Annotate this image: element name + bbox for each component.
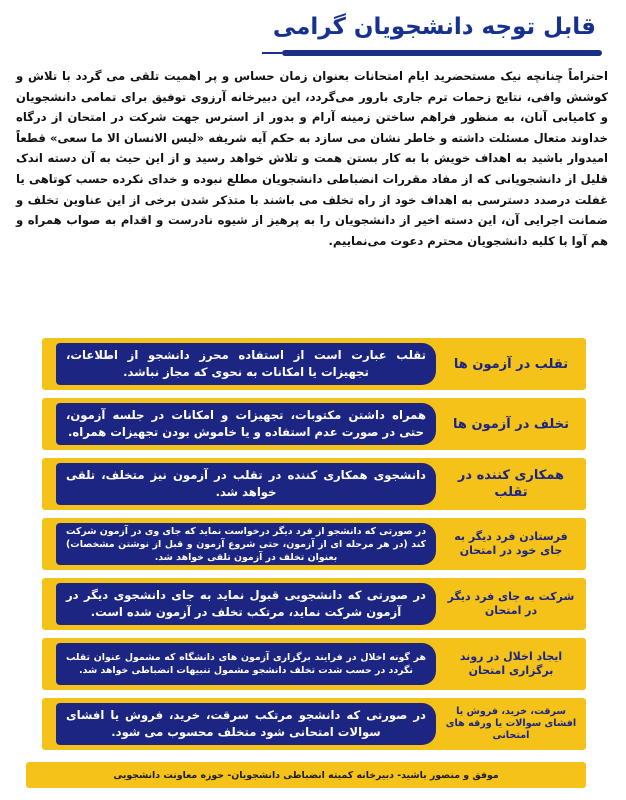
row-label: فرستادن فرد دیگر به جای خود در امتحان — [454, 530, 568, 557]
violation-row-accomplice — [42, 458, 586, 510]
violation-row-question-theft — [42, 698, 586, 750]
row-description: هر گونه اخلال در فرایند برگزاری آزمون های دانشگاه که مشمول عنوان تقلب نگردد در حسب شدت تخلف دانشجو مشمول تنبیهات انضباطی خواهد شد. — [56, 643, 436, 685]
row-label: تقلب در آزمون ها — [453, 356, 569, 372]
row-label: همکاری کننده در تقلب — [457, 468, 565, 500]
row-label: تخلف در آزمون ها — [453, 416, 569, 432]
violation-row-cheating — [42, 338, 586, 390]
intro-paragraph: احتراماً چنانچه نیک مستحضرید ایام امتحانات بعنوان زمان حساس و پر اهمیت تلقی می گردد با تلاش و کوشش وافی، نتایج زحمات ترم جاری بارور می‌گردد، این دبیرخانه آرزوی توفیق برای تمامی دانشجویان و کامیابی آنان، به منظور فراهم ساختن زمینه آرام و بدور از استرس جهت شرکت در امتحان از درگاه خداوند متعال مسئلت داشته و خاطر نشان می سازد به حکم آیه شریفه «لیس الانسان الا ما سعی» قطعاً امیدوار باشید به اهداف خویش با به کار بستن همت و تلاش خواهد رسید و از این حیث به آن دسته اندک قلیل از دانشجویانی که از مفاد مقررات انضباطی دانشجویان مطلع نبوده و خدای نکرده حسب کوتاهی یا غفلت درصدد دسترسی به اهداف خود از راه تخلف می باشند با متذکر شدن برخی از این عناوین تخلف و ضمانت اجرایی آن، این دسته اخیر از دانشجویان را به پرهیز از شیوه نادرست و اقدام به صواب همراه و هم آوا با کلیه دانشجویان محترم دعوت می‌نماییم. — [16, 69, 608, 248]
violation-row-send-substitute — [42, 518, 586, 570]
row-label: سرقت، خرید، فروش یا افشای سوالات یا ورقه های امتحانی — [445, 706, 577, 741]
footer-signature: موفق و منصور باشید- دبیرخانه کمیته انضباطی دانشجویان- حوزه معاونت دانشجویی — [26, 762, 586, 788]
row-description: در صورتی که دانشجو از فرد دیگر درخواست نماید که جای وی در آزمون شرکت کند (در هر مرحله ای از آزمون، حتی شروع آزمون و قبل از نوشتن مشخصات) بعنوان تخلف در آزمون تلقی خواهد شد. — [56, 523, 436, 565]
row-description: دانشجوی همکاری کننده در تقلب در آزمون نیز متخلف، تلقی خواهد شد. — [56, 463, 436, 505]
row-description: تقلب عبارت است از استفاده محرز دانشجو از اطلاعات، تجهیزات یا امکانات به نحوی که مجاز نباشد. — [56, 343, 436, 385]
row-label: شرکت به جای فرد دیگر در امتحان — [447, 590, 575, 617]
row-description: همراه داشتن مکتوبات، تجهیزات و امکانات در جلسه آزمون، حتی در صورت عدم استفاده و یا خاموش بودن تجهیزات همراه. — [56, 403, 436, 445]
page-title: قابل توجه دانشجویان گرامی — [272, 14, 596, 40]
violation-row-act-as-substitute — [42, 578, 586, 630]
row-label: ایجاد اخلال در روند برگزاری امتحان — [459, 650, 563, 677]
row-description: در صورتی که دانشجو مرتکب سرقت، خرید، فروش یا افشای سوالات امتحانی شود متخلف محسوب می شود. — [56, 703, 436, 745]
title-underline — [282, 50, 602, 56]
violation-row-misconduct — [42, 398, 586, 450]
row-description: در صورتی که دانشجویی قبول نماید به جای دانشجوی دیگر در آزمون شرکت نماید، مرتکب تخلف در آزمون شده است. — [56, 583, 436, 625]
violation-row-disruption — [42, 638, 586, 690]
